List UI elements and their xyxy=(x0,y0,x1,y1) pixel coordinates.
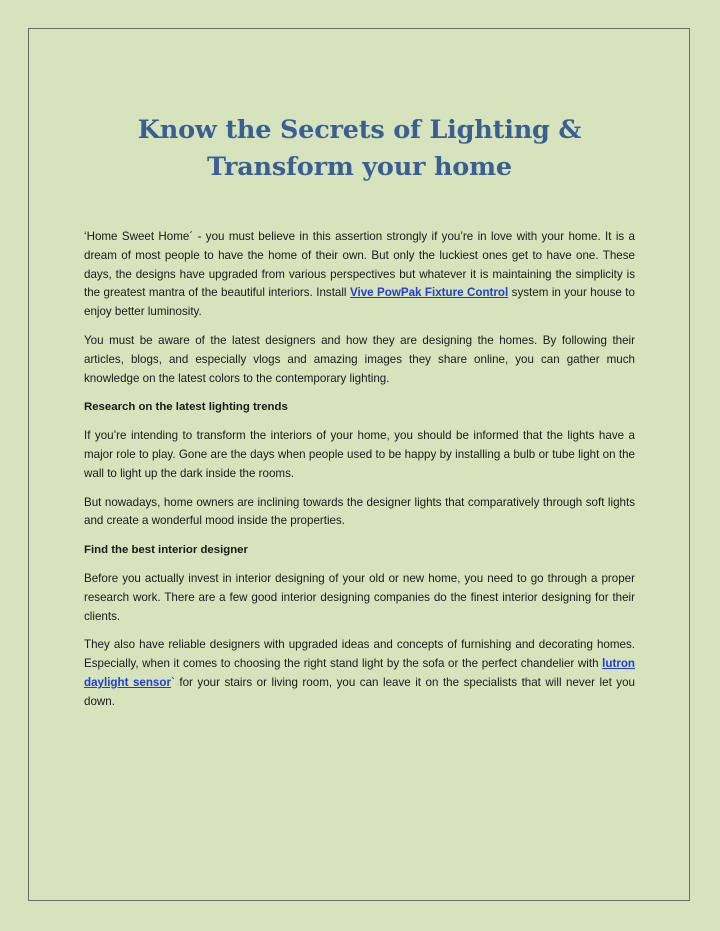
paragraph-designers: You must be aware of the latest designers and how they are designing the homes. By following their articles, blogs, and especially vlogs and amazing images they share online, you can gather much knowledge on the latest colors to the contemporary lighting. xyxy=(84,333,635,385)
page-title: Know the Secrets of Lighting & Transform your home xyxy=(137,115,582,182)
paragraph-reliable-text-end: ` for your stairs or living room, you can leave it on the specialists that will never let you down. xyxy=(84,675,635,708)
paragraph-reliable-text-start: They also have reliable designers with upgraded ideas and concepts of furnishing and decorating homes. Especially, when it comes to choosing the right stand light by the sofa or the perfect chandelier with xyxy=(84,638,635,671)
paragraph-intro xyxy=(84,228,635,322)
lutron-daylight-sensor-link[interactable]: lutron daylight sensor xyxy=(84,657,635,689)
paragraph-transform: If you’re intending to transform the interiors of your home, you should be informed that the lights have a major role to play. Gone are the days when people used to be happy by installing a bulb or tube light on the wall to light up the dark inside the rooms. xyxy=(84,429,635,480)
paragraph-nowadays: But nowadays, home owners are inclining towards the designer lights that comparatively through soft lights and create a wonderful mood inside the properties. xyxy=(84,495,635,528)
section-heading-research: Research on the latest lighting trends xyxy=(84,401,288,414)
vive-powpak-fixture-control-link[interactable]: Vive PowPak Fixture Control xyxy=(349,286,509,300)
paragraph-reliable-designers xyxy=(84,636,635,711)
document-body xyxy=(84,112,635,722)
section-heading-designer: Find the best interior designer xyxy=(84,544,248,557)
paragraph-intro-text-end: system in your house to enjoy better luminosity. xyxy=(84,286,635,319)
paragraph-invest: Before you actually invest in interior designing of your old or new home, you need to go through a proper research work. There are a few good interior designing companies do the finest interior designing for their clients. xyxy=(84,571,635,623)
paragraph-intro-text-start: ‘Home Sweet Home´ - you must believe in this assertion strongly if you’re in love with your home. It is a dream of most people to have the home of their own. But only the luckiest ones get to have one. These days, the designs have upgraded from various perspectives but whatever it is maintaining the simplicity is the greatest mantra of the beautiful interiors. Install xyxy=(84,230,635,300)
